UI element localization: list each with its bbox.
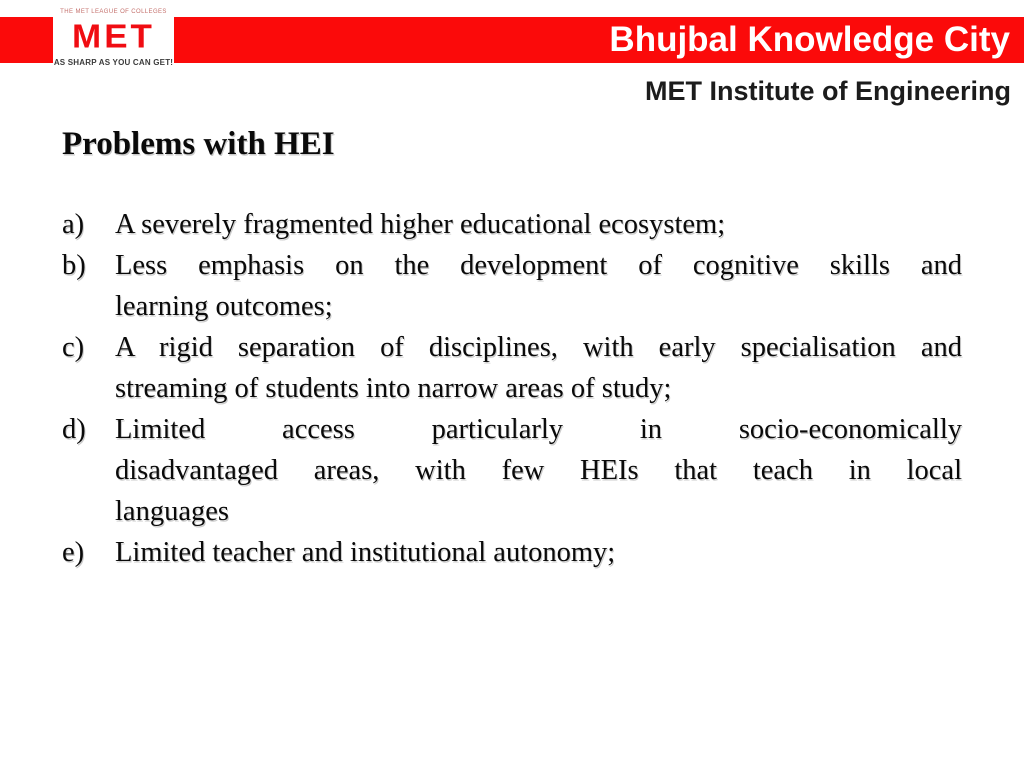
logo-acronym: MET <box>72 17 155 55</box>
list-item-line: disadvantaged areas, with few HEIs that teach in local <box>115 455 962 486</box>
problem-list <box>62 204 962 573</box>
list-item-label: a) <box>62 209 85 240</box>
list-item-line: A severely fragmented higher educational ecosystem; <box>115 209 726 240</box>
list-item-label: c) <box>62 332 85 363</box>
list-item-line: Limited access particularly in socio-economically <box>115 414 962 445</box>
campus-title: Bhujbal Knowledge City <box>609 20 1010 59</box>
list-item-label: d) <box>62 414 86 445</box>
logo-league-text: THE MET LEAGUE OF COLLEGES <box>60 9 167 15</box>
list-item-line: languages <box>115 496 229 527</box>
list-item-c <box>62 327 962 409</box>
list-item-b <box>62 245 962 327</box>
list-item-line: A rigid separation of disciplines, with early specialisation and <box>115 332 962 363</box>
list-item-d <box>62 409 962 532</box>
list-item-line: streaming of students into narrow areas of study; <box>115 373 672 404</box>
institute-title: MET Institute of Engineering <box>645 76 1011 106</box>
list-item-line: Less emphasis on the development of cognitive skills and <box>115 250 962 281</box>
list-item-label: b) <box>62 250 86 281</box>
list-item-a <box>62 204 962 245</box>
met-logo <box>53 7 174 68</box>
slide-title: Problems with HEI <box>62 126 335 162</box>
list-item-line: Limited teacher and institutional autonomy; <box>115 537 616 568</box>
list-item-label: e) <box>62 537 85 568</box>
list-item-line: learning outcomes; <box>115 291 333 322</box>
logo-tagline: AS SHARP AS YOU CAN GET! <box>53 58 174 67</box>
list-item-e <box>62 532 962 573</box>
